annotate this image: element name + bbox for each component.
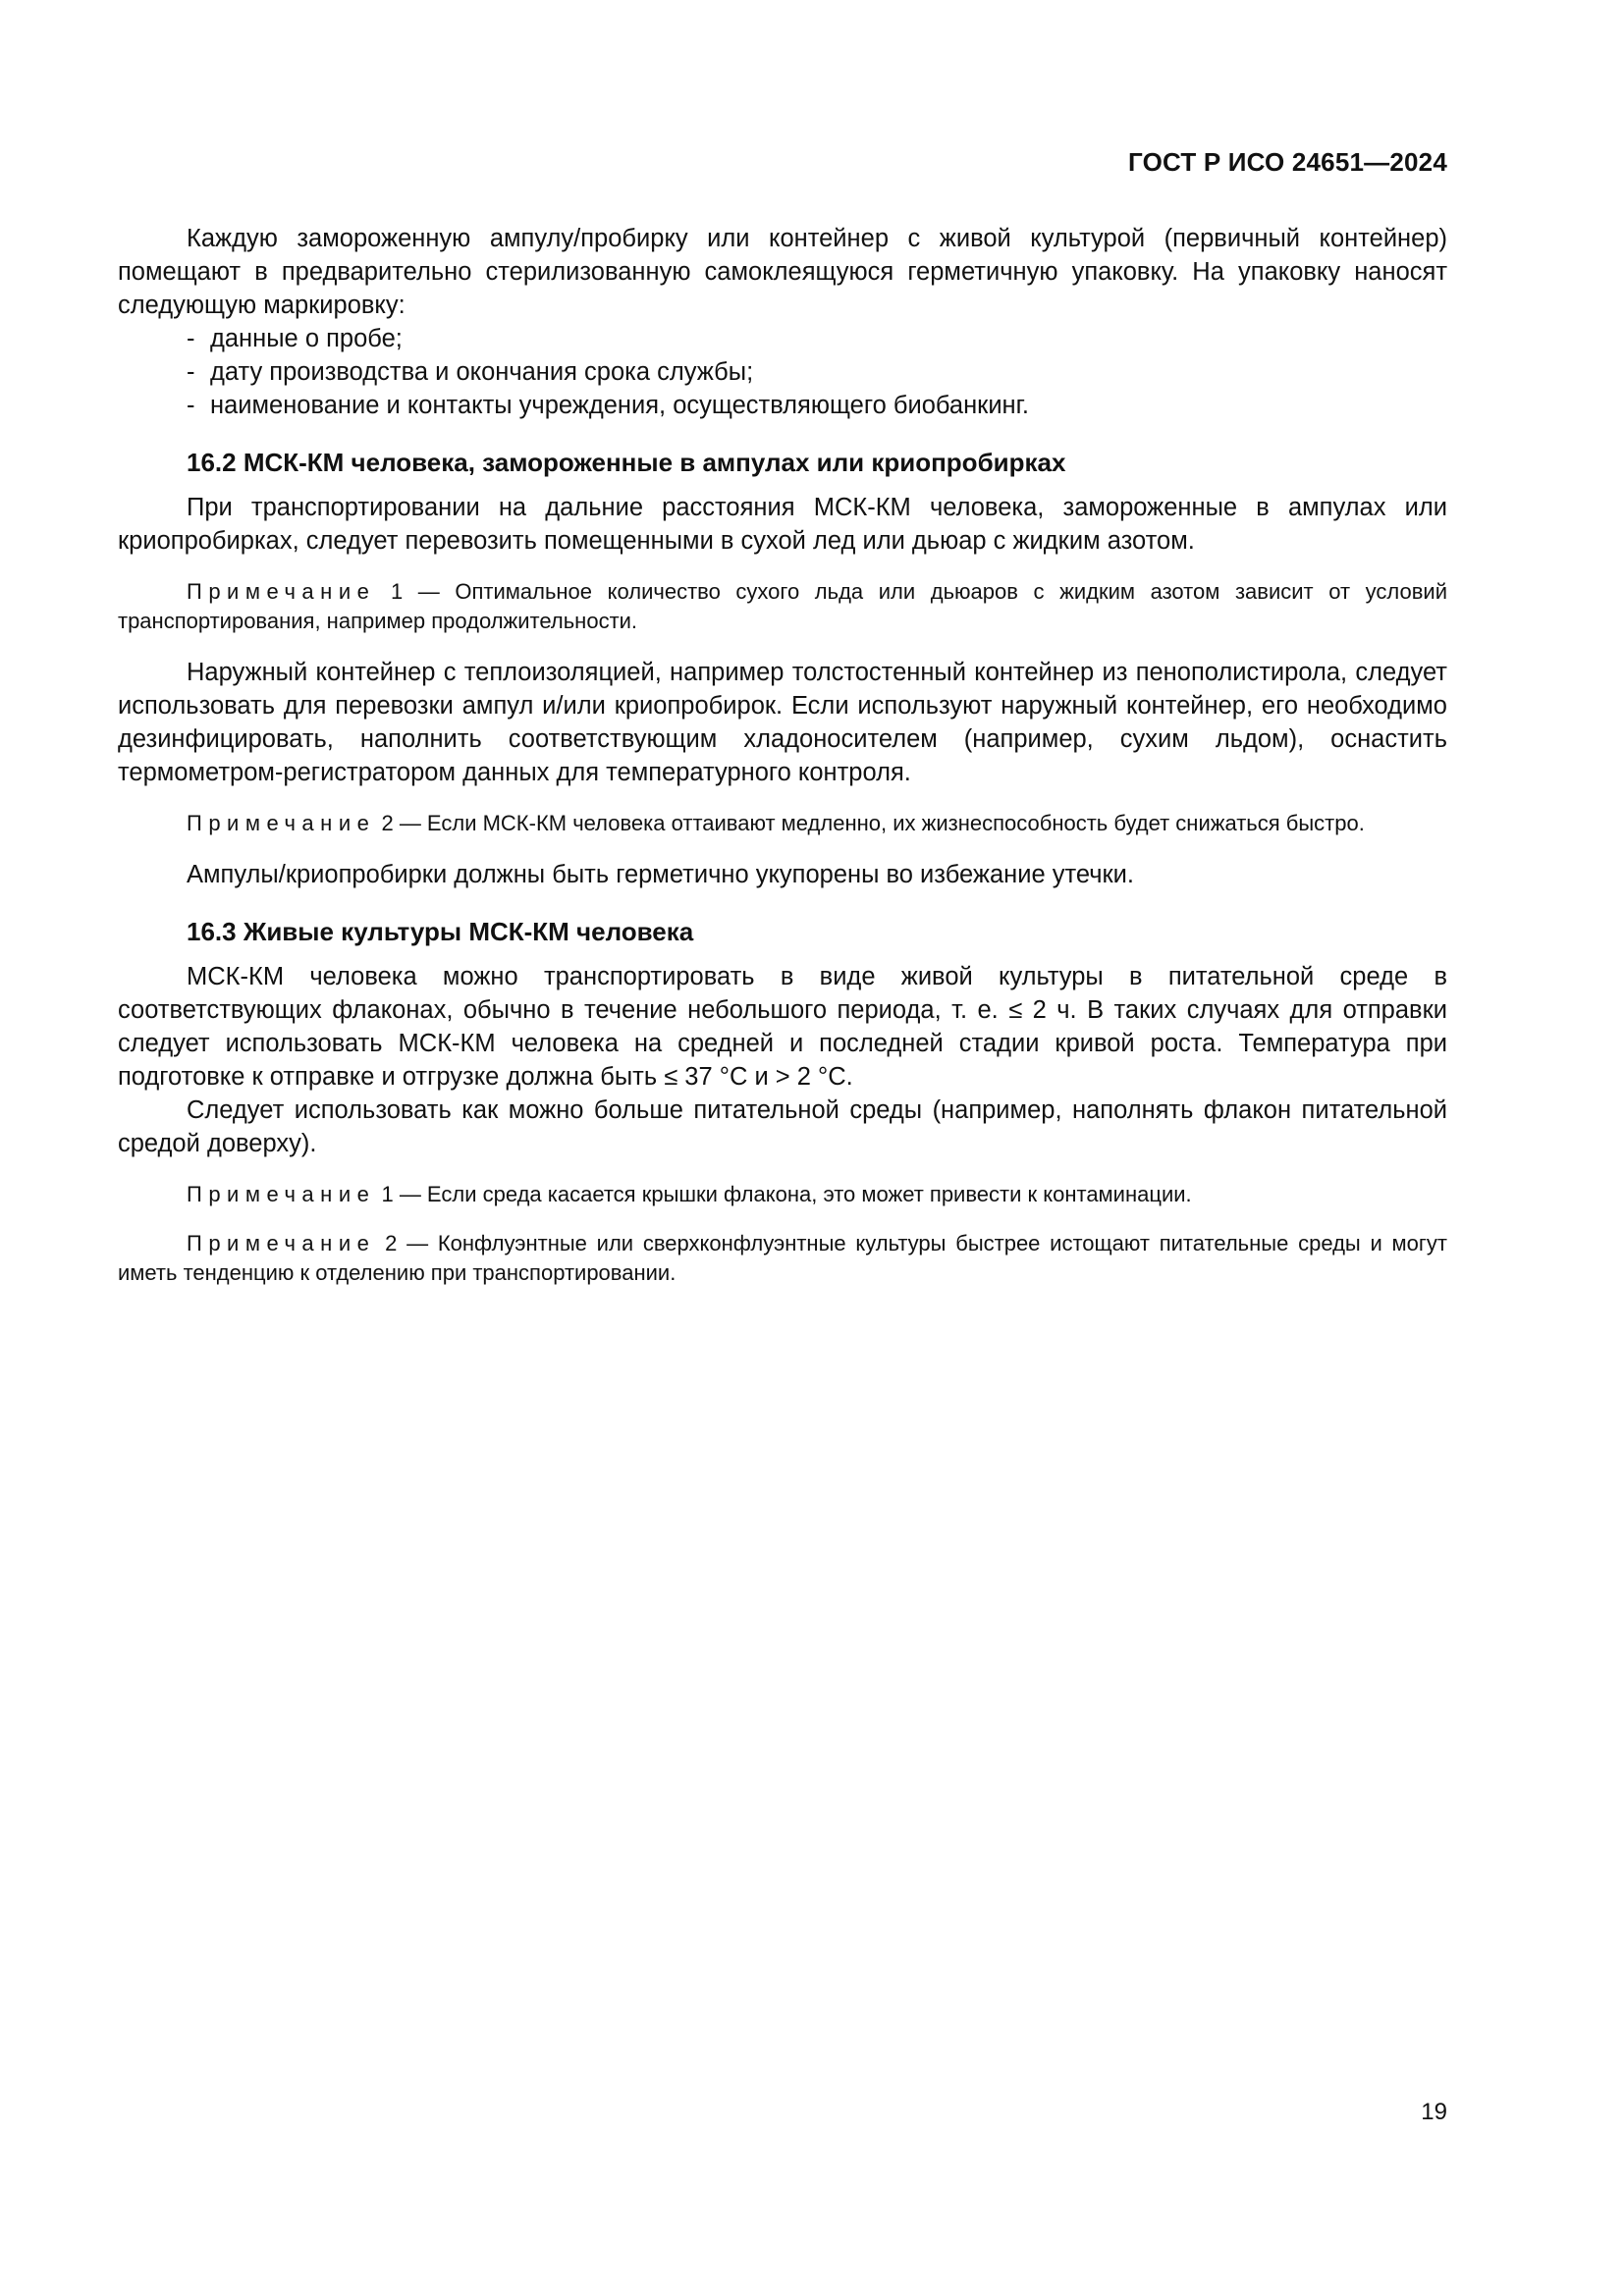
note-label: Примечание [187,811,376,835]
paragraph: Наружный контейнер с теплоизоляцией, например толстостенный контейнер из пенополистирола, следует использовать для перевозки ампул и/или криопробирок. Если используют наружный контейнер, его необходимо дезинфицировать, наполнить соответствующим хладоносителем (например, сухим льдом), оснастить термометром-регистратором данных для температурного контроля. [118,659,1447,786]
document-body [118,222,1447,1288]
paragraph: При транспортировании на дальние расстояния МСК-КМ человека, замороженные в ампулах или криопробирках, следует перевозить помещенными в сухой лед или дьюар с жидким азотом. [118,494,1447,555]
note-label: Примечание [187,579,376,604]
list-item: - дату производства и окончания срока службы; [187,358,754,386]
page-number: 19 [1421,2099,1447,2125]
intro-paragraph: Каждую замороженную ампулу/пробирку или контейнер с живой культурой (первичный контейнер) помещают в предварительно стерилизованную самоклеящуюся герметичную упаковку. На упаковку наносят следующую маркировку: [118,225,1447,319]
list-item: - наименование и контакты учреждения, осуществляющего биобанкинг. [187,392,1029,419]
section-heading-16-3: 16.3 Живые культуры МСК-КМ человека [187,917,694,946]
document-code-header: ГОСТ Р ИСО 24651—2024 [1127,147,1447,177]
paragraph: Следует использовать как можно больше питательной среды (например, наполнять флакон питательной средой доверху). [118,1096,1447,1157]
note-2: Примечание 2 — Конфлуэнтные или сверхконфлуэнтные культуры быстрее истощают питательные среды и могут иметь тенденцию к отделению при транспортировании. [118,1231,1447,1285]
note-1: Примечание 1 — Если среда касается крышки флакона, это может привести к контаминации. [187,1182,1192,1206]
paragraph: Ампулы/криопробирки должны быть герметично укупорены во избежание утечки. [187,861,1134,888]
note-label: Примечание [187,1231,376,1255]
list-item: - данные о пробе; [187,325,403,352]
note-2: Примечание 2 — Если МСК-КМ человека оттаивают медленно, их жизнеспособность будет снижаться быстро. [187,811,1365,835]
section-heading-16-2: 16.2 МСК-КМ человека, замороженные в ампулах или криопробирках [187,448,1066,477]
marking-list [118,322,1447,422]
note-1: Примечание 1 — Оптимальное количество сухого льда или дьюаров с жидким азотом зависит от условий транспортирования, например продолжительности. [118,579,1447,633]
paragraph: МСК-КМ человека можно транспортировать в виде живой культуры в питательной среде в соответствующих флаконах, обычно в течение небольшого периода, т. е. ≤ 2 ч. В таких случаях для отправки следует использовать МСК-КМ человека на средней и последней стадии кривой роста. Температура при подготовке к отправке и отгрузке должна быть ≤ 37 °С и > 2 °С. [118,963,1447,1091]
note-label: Примечание [187,1182,376,1206]
